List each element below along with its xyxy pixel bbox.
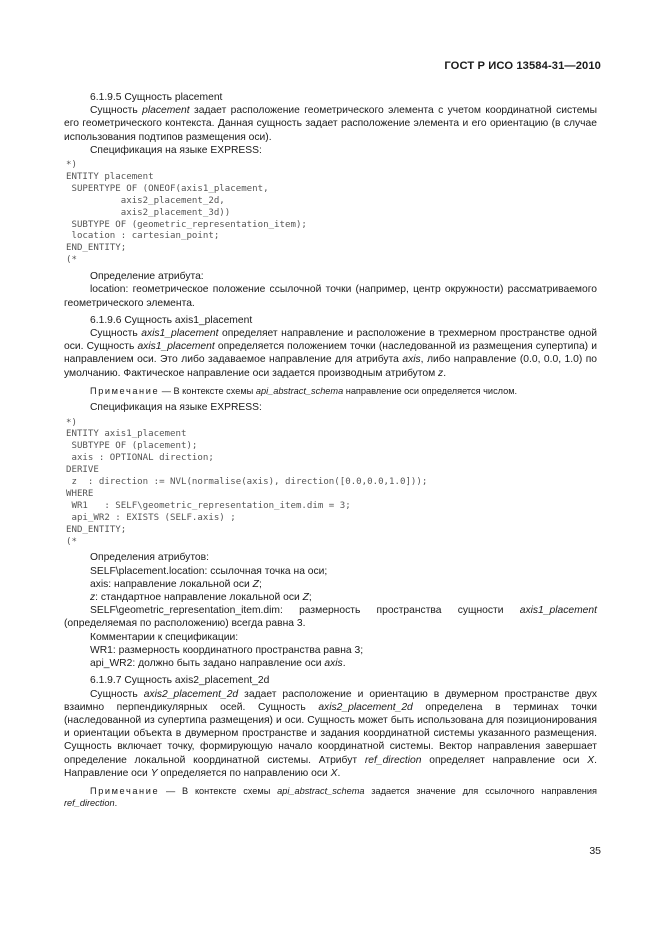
page-content: [64, 91, 597, 814]
attrs-heading: Определения атрибутов:: [90, 552, 209, 564]
note: Примечание — В контексте схемы api_abstract_schema направление оси определяется числом.: [90, 385, 518, 396]
attr-item: z: стандартное направление локальной оси Z;: [90, 592, 312, 604]
paragraph: Сущность placement задает расположение геометрического элемента с учетом координатной системы его геометрического контекста. Данная сущность задает расположение элемента и его ориентацию (в случае использования подтипов размещения оси).: [64, 105, 597, 143]
attr-definition: location: геометрическое положение ссылочной точки (например, центр окружности) рассматриваемого геометрического элемента.: [64, 284, 597, 309]
express-code-block: *) ENTITY axis1_placement SUBTYPE OF (placement); axis : OPTIONAL direction; DERIVE z : direction := NVL(normalise(axis), direction([0.0,0.0,1.0])); WHERE WR1 : SELF\geometric_representation_item.dim = 3; api_WR2 : EXISTS (SELF.axis) ; END_ENTITY; (*: [66, 417, 428, 547]
paragraph: Сущность axis1_placement определяет направление и расположение в трехмерном пространстве одной оси. Сущность axis1_placement определяется положением точки (наследованной из размещения супертипа) и направлением оси. Это либо задаваемое направление для атрибута axis, либо направление (0.0, 0.0, 1.0) по умолчанию. Фактическое направление оси задается производным атрибутом z.: [64, 327, 597, 379]
comments-heading: Комментарии к спецификации:: [90, 631, 239, 643]
express-code-block: *) ENTITY placement SUPERTYPE OF (ONEOF(axis1_placement, axis2_placement_2d, axis2_placement_3d)) SUBTYPE OF (geometric_representation_item); location : cartesian_point; END_ENTITY; (*: [66, 160, 307, 266]
section-heading-axis2-placement-2d: 6.1.9.7 Сущность axis2_placement_2d: [90, 675, 270, 687]
attr-item: SELF\placement.location: ссылочная точка на оси;: [90, 565, 328, 577]
spec-label: Спецификация на языке EXPRESS:: [90, 144, 262, 156]
attr-item: axis: направление локальной оси Z;: [90, 578, 262, 590]
comment-item: WR1: размерность координатного пространства равна 3;: [90, 644, 364, 656]
section-heading-axis1-placement: 6.1.9.6 Сущность axis1_placement: [90, 314, 253, 326]
note: Примечание — В контексте схемы api_abstract_schema задается значение для ссылочного направления ref_direction.: [64, 785, 597, 809]
document-header: ГОСТ Р ИСО 13584-31—2010: [444, 60, 601, 72]
spec-label: Спецификация на языке EXPRESS:: [90, 402, 262, 414]
attr-heading: Определение атрибута:: [90, 271, 204, 283]
page-number: 35: [589, 845, 601, 857]
comment-item: api_WR2: должно быть задано направление оси axis.: [90, 658, 346, 670]
attr-item: SELF\geometric_representation_item.dim: размерность пространства сущности axis1_placement (определяемая по расположению) всегда равна 3.: [64, 605, 597, 630]
paragraph: Сущность axis2_placement_2d задает расположение и ориентацию в двумерном пространстве двух взаимно перпендикулярных осей. Сущность axis2_placement_2d определена в терминах точки (наследованной из супертипа размещения) и оси. Сущность может быть использована для позиционирования и ориентации объекта в двумерном пространстве и задания координатной системы указанного размещения. Сущность включает точку, формирующую начало координатной системы. Вектор направления завершает определение локальной координатной системы. Атрибут ref_direction определяет направление оси X. Направление оси Y определяется по направлению оси X.: [64, 688, 597, 779]
section-heading-placement: 6.1.9.5 Сущность placement: [90, 92, 223, 103]
